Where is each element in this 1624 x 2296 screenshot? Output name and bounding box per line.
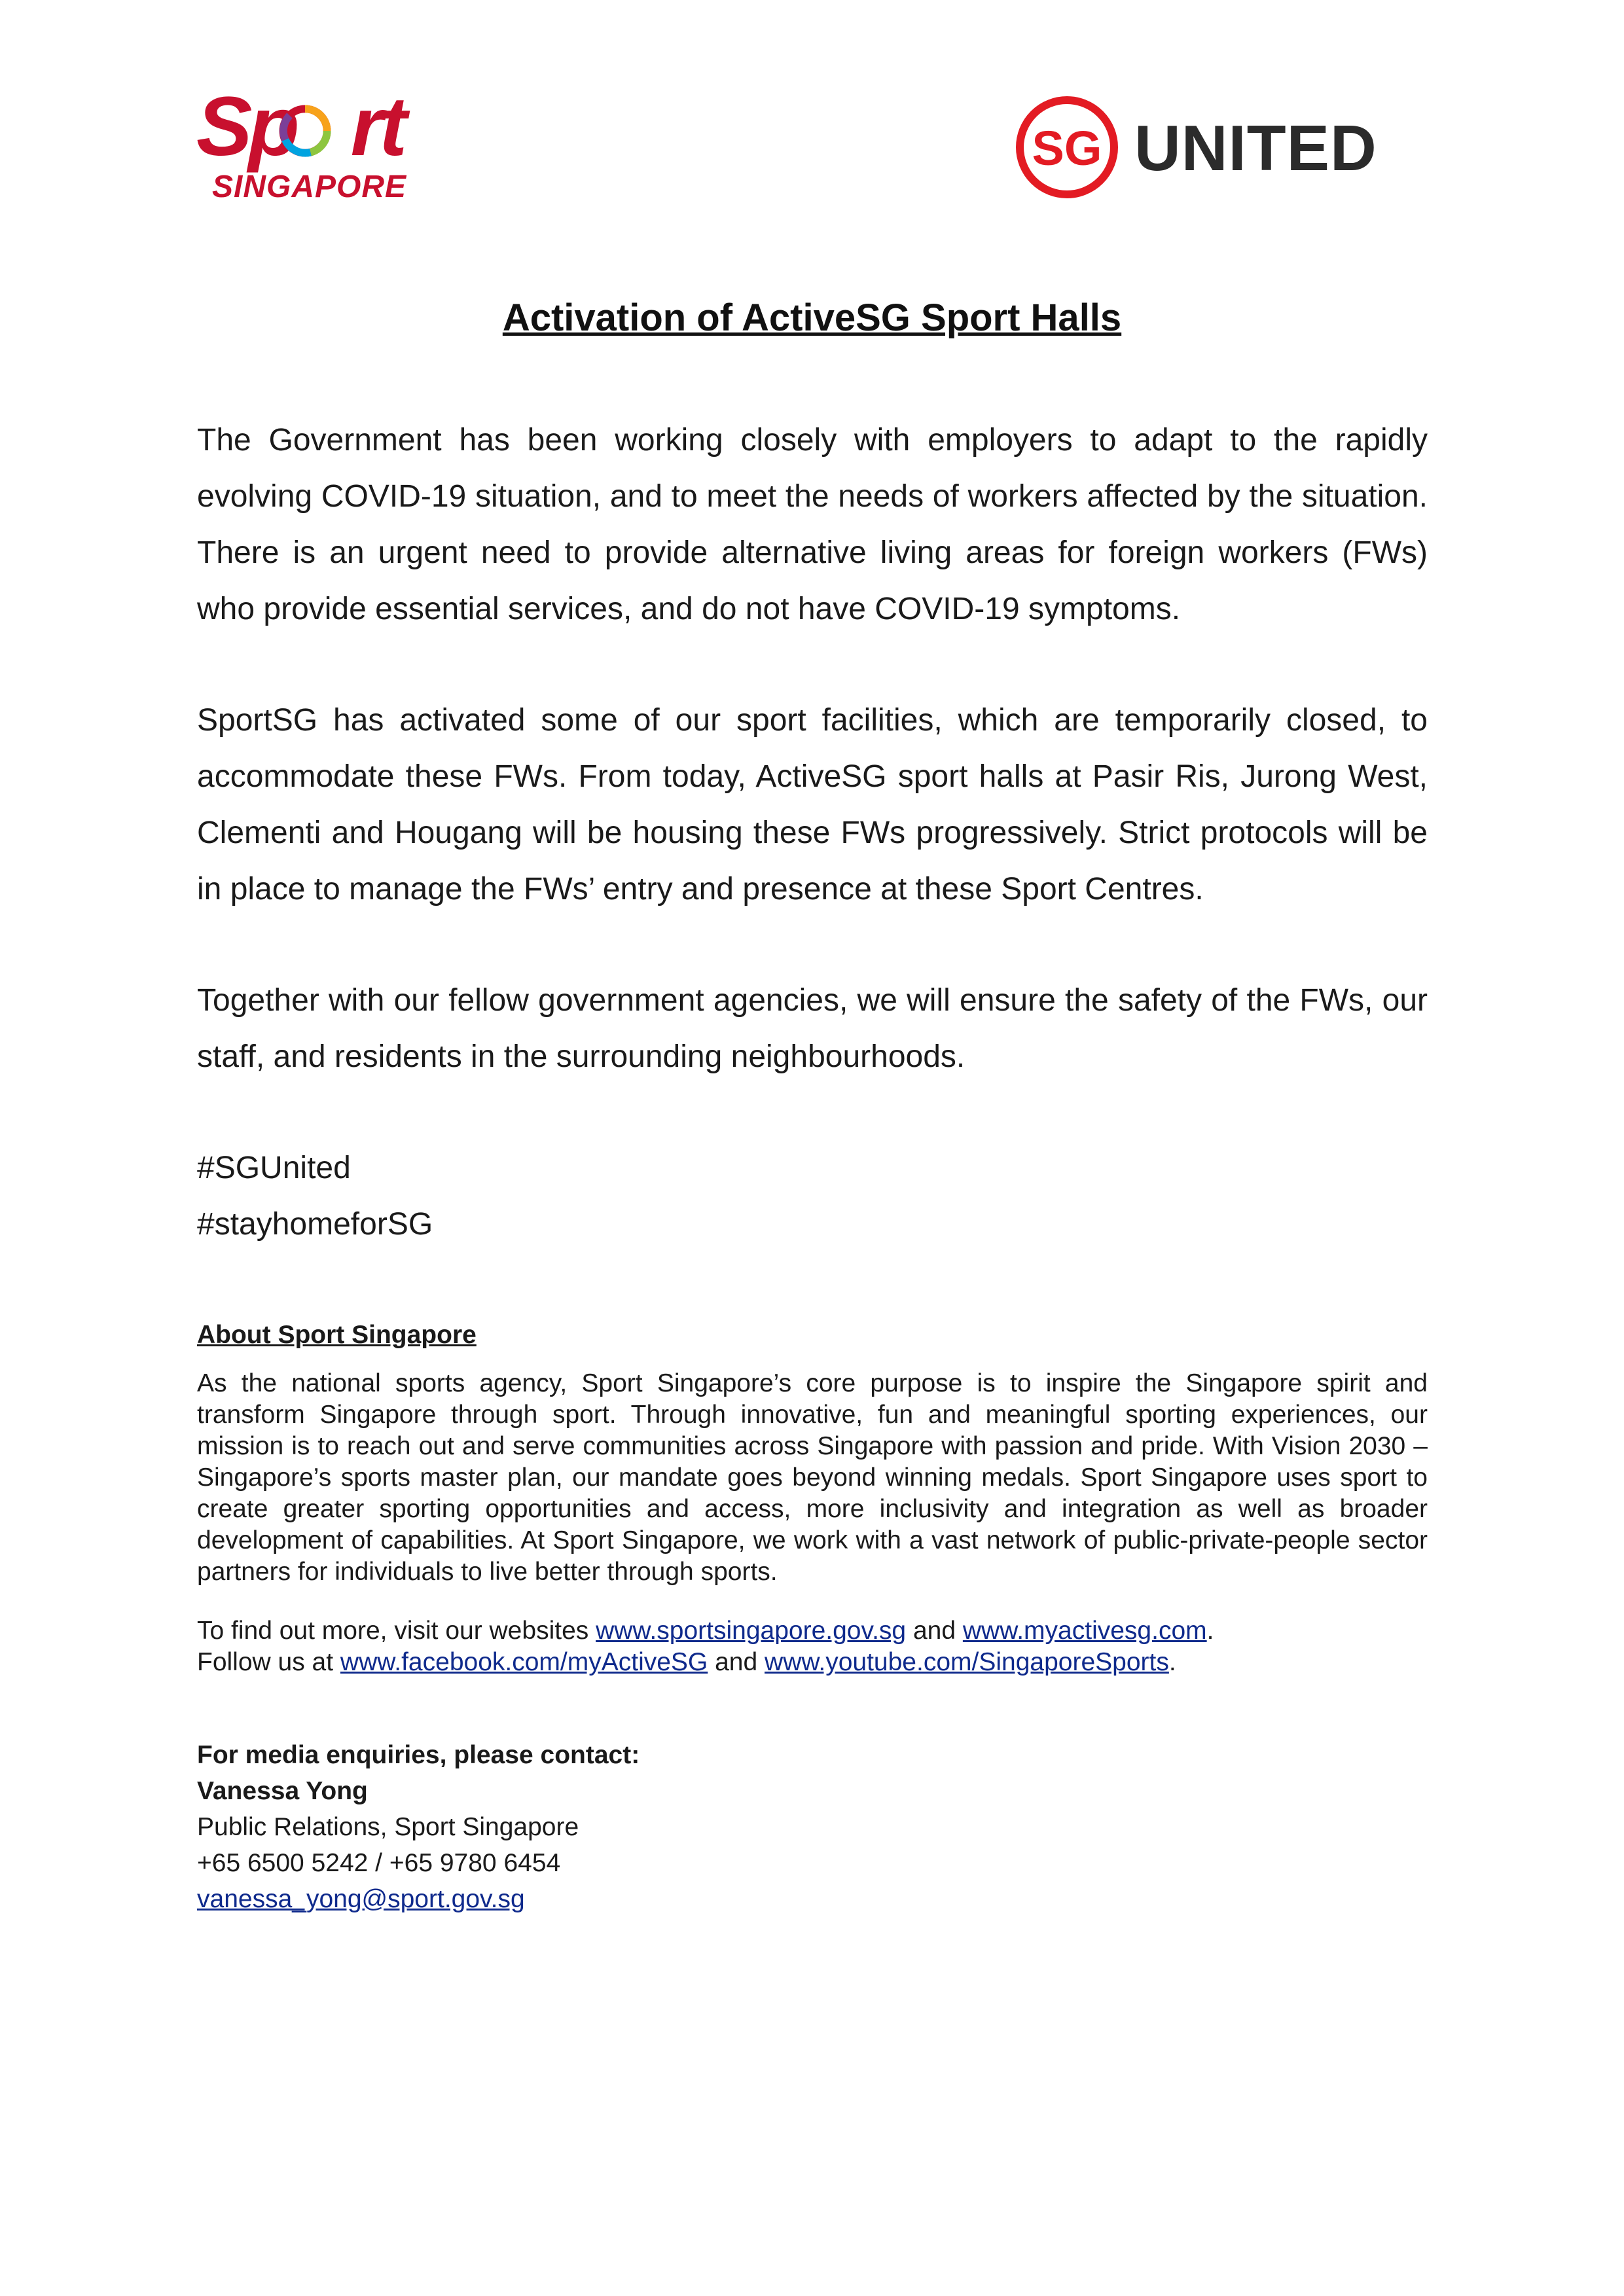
contact-phones: +65 6500 5242 / +65 9780 6454	[197, 1849, 561, 1877]
contact-email-link[interactable]: vanessa_yong@sport.gov.sg	[197, 1885, 525, 1913]
links-block	[197, 1615, 1214, 1678]
link-facebook[interactable]: www.facebook.com/myActiveSG	[340, 1648, 708, 1676]
body-paragraph-2: SportSG has activated some of our sport facilities, which are temporarily closed, to accommodate these FWs. From today, ActiveSG sport halls at Pasir Ris, Jurong West, Clementi and Hougang will be housing these FWs progressively. Strict protocols will be in place to manage the FWs’ entry and presence at these Sport Centres.	[197, 703, 1428, 906]
hashtag-stayhomeforsg: #stayhomeforSG	[197, 1207, 433, 1242]
link-sportsingapore[interactable]: www.sportsingapore.gov.sg	[596, 1617, 907, 1645]
sport-singapore-logo	[196, 80, 445, 209]
hashtags	[197, 1140, 433, 1253]
websites-prefix: To find out more, visit our websites	[197, 1617, 596, 1645]
media-contact	[197, 1737, 640, 1917]
link-youtube[interactable]: www.youtube.com/SingaporeSports	[765, 1648, 1169, 1676]
social-end: .	[1168, 1648, 1176, 1676]
hashtag-sgunited: #SGUnited	[197, 1151, 351, 1185]
sport-logo-word: Sp rt	[196, 80, 403, 173]
body-paragraph-1: The Government has been working closely with employers to adapt to the rapidly evolving COVID-19 situation, and to meet the needs of workers affected by the situation. There is an urgent need to provide alternative living areas for foreign workers (FWs) who provide essential services, and do not have COVID-19 symptoms.	[197, 423, 1428, 626]
body-paragraph-3: Together with our fellow government agencies, we will ensure the safety of the FWs, our staff, and residents in the surrounding neighbourhoods.	[197, 983, 1428, 1074]
contact-heading: For media enquiries, please contact:	[197, 1741, 640, 1769]
sport-logo-o-mark	[278, 103, 333, 158]
contact-name: Vanessa Yong	[197, 1777, 368, 1805]
sg-united-logo	[1011, 92, 1378, 203]
social-prefix: Follow us at	[197, 1648, 340, 1676]
sport-logo-subtitle: SINGAPORE	[212, 170, 407, 204]
about-heading: About Sport Singapore	[197, 1321, 477, 1349]
social-line	[197, 1647, 1214, 1678]
about-text: As the national sports agency, Sport Singapore’s core purpose is to inspire the Singapore spirit and transform Singapore through sport. Through innovative, fun and meaningful sporting experiences, our mission is to reach out and serve communities across Singapore with passion and pride. With Vision 2030 – Singapore’s sports master plan, our mandate goes beyond winning medals. Sport Singapore uses sport to create greater sporting opportunities and access, more inclusivity and integration as well as broader development of capabilities. At Sport Singapore, we work with a vast network of public-private-people sector partners for individuals to live better through sports.	[197, 1369, 1428, 1586]
sg-ring-icon	[1011, 92, 1123, 203]
websites-end: .	[1206, 1617, 1214, 1645]
sg-united-word: UNITED	[1134, 112, 1377, 184]
svg-text:SG: SG	[1032, 121, 1102, 175]
websites-line	[197, 1615, 1214, 1647]
contact-role: Public Relations, Sport Singapore	[197, 1813, 579, 1841]
social-and: and	[708, 1648, 765, 1676]
page-title: Activation of ActiveSG Sport Halls	[502, 296, 1122, 339]
link-myactivesg[interactable]: www.myactivesg.com	[962, 1617, 1207, 1645]
websites-and: and	[906, 1617, 963, 1645]
